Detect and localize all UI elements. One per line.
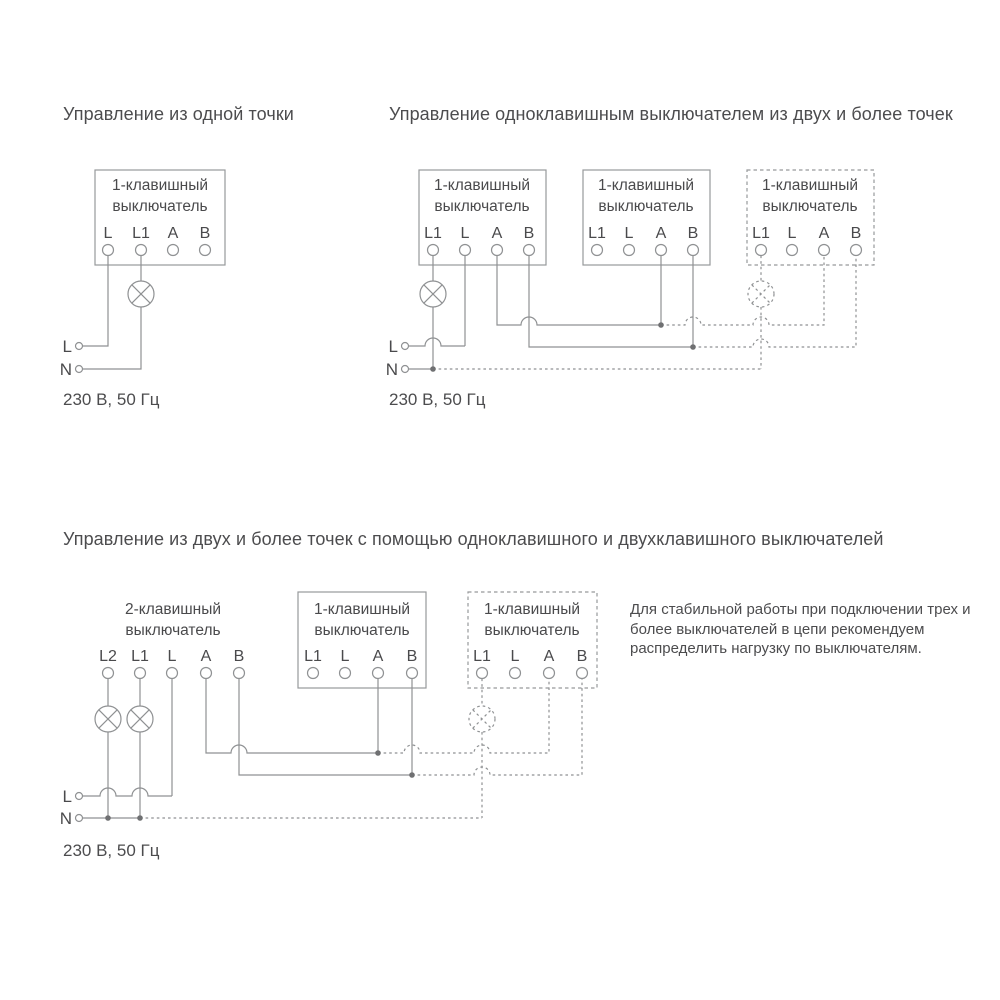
diagram3-voltage-label: 230 В, 50 Гц (63, 841, 160, 860)
swmid-terminal-circle-l (340, 668, 351, 679)
sw2key-terminal-circle-l1 (135, 668, 146, 679)
feed-label-l: L (62, 337, 72, 356)
terminal-label-l1: L1 (132, 225, 150, 242)
feed-terminal-n (76, 815, 83, 822)
swmid-terminal-circle-b (407, 668, 418, 679)
note-line-1: Для стабильной работы при подключении трех и (630, 601, 971, 618)
note-line-2: более выключателей в цепи рекомендуем (630, 620, 925, 638)
sw1-terminal-label-b: B (523, 225, 535, 242)
terminal-circle-l (103, 245, 114, 256)
switch-mid-label-line1: 1-клавишный (313, 601, 411, 618)
sw1-terminal-label-l: L (460, 225, 470, 242)
sw2-terminal-circle-l1 (592, 245, 603, 256)
sw2key-terminal-circle-l (167, 668, 178, 679)
sw2key-terminal-label-l: L (167, 648, 177, 665)
sw2-terminal-circle-l (624, 245, 635, 256)
diagram1 (60, 170, 225, 379)
sw2key-terminal-label-b: B (233, 648, 245, 665)
terminal-circle-a (168, 245, 179, 256)
sw1-terminal-label-a: A (491, 225, 503, 242)
lamp-icon (128, 281, 154, 307)
wire-b-link-sw1-sw2 (529, 256, 693, 348)
lamp-icon-dashed (469, 706, 495, 732)
switch1-label-line2: выключатель (434, 198, 530, 215)
lamp-icon (127, 706, 153, 732)
feed-label-n: N (59, 360, 72, 379)
wire-l1-lamp-neutral (83, 256, 142, 370)
sw2-terminal-label-b: B (687, 225, 699, 242)
wire-a-link-sw1-sw2 (497, 256, 661, 326)
feed-label-l: L (388, 337, 398, 356)
sw2key-terminal-circle-a (201, 668, 212, 679)
terminal-circle-b (200, 245, 211, 256)
swmid-terminal-label-b: B (406, 648, 418, 665)
switch3-label-line2: выключатель (762, 198, 858, 215)
diagram2-title: Управление одноклавишным выключателем из двух и более точек (389, 104, 953, 124)
sw1-terminal-circle-a (492, 245, 503, 256)
sw2-terminal-label-l1: L1 (588, 225, 606, 242)
feed-terminal-l (76, 343, 83, 350)
swmid-terminal-label-l1: L1 (304, 648, 322, 665)
feed-label-n: N (59, 809, 72, 828)
feed-terminal-n (402, 366, 409, 373)
switch2-label-line1: 1-клавишный (597, 177, 695, 194)
wire-l-feed-line (409, 338, 466, 346)
diagram1-title: Управление из одной точки (63, 104, 294, 124)
sw1-terminal-circle-l1 (428, 245, 439, 256)
junction-dot (105, 815, 111, 821)
swr-terminal-circle-a (544, 668, 555, 679)
wire-b-link-dashed (412, 679, 582, 776)
swmid-terminal-circle-l1 (308, 668, 319, 679)
diagram3 (60, 592, 597, 828)
sw3-terminal-label-l: L (787, 225, 797, 242)
switch-label-line2: выключатель (112, 198, 208, 215)
junction-dot (658, 322, 664, 328)
terminal-circle-l1 (136, 245, 147, 256)
wire-a-link-dashed (378, 679, 549, 754)
switch3-label-line1: 1-клавишный (761, 177, 859, 194)
lamp-icon (420, 281, 446, 307)
wire-l-feed-line (83, 788, 173, 796)
diagram1-voltage-label: 230 В, 50 Гц (63, 390, 160, 409)
swr-terminal-label-b: B (576, 648, 588, 665)
feed-label-l: L (62, 787, 72, 806)
wire-a-link-sw2-sw3-dashed (661, 256, 824, 326)
feed-label-n: N (385, 360, 398, 379)
terminal-label-l: L (103, 225, 113, 242)
junction-dot (430, 366, 436, 372)
sw3-terminal-circle-l1 (756, 245, 767, 256)
swmid-terminal-label-a: A (372, 648, 384, 665)
swmid-terminal-circle-a (373, 668, 384, 679)
switch2key-label-line1: 2-клавишный (124, 601, 222, 618)
diagram2-voltage-label: 230 В, 50 Гц (389, 390, 486, 409)
sw2-terminal-label-a: A (655, 225, 667, 242)
lamp-icon-dashed (748, 281, 774, 307)
terminal-label-b: B (199, 225, 211, 242)
junction-dot (375, 750, 381, 756)
swr-terminal-circle-l1 (477, 668, 488, 679)
switch-right-label-line2: выключатель (484, 622, 580, 639)
feed-terminal-n (76, 366, 83, 373)
swr-terminal-label-l1: L1 (473, 648, 491, 665)
switch1-label-line1: 1-клавишный (433, 177, 531, 194)
switch-mid-label-line2: выключатель (314, 622, 410, 639)
sw1-terminal-label-l1: L1 (424, 225, 442, 242)
sw1-terminal-circle-l (460, 245, 471, 256)
swmid-terminal-label-l: L (340, 648, 350, 665)
sw3-terminal-label-b: B (850, 225, 862, 242)
terminal-label-a: A (167, 225, 179, 242)
sw2key-terminal-label-l1: L1 (131, 648, 149, 665)
junction-dot (409, 772, 415, 778)
sw3-terminal-circle-l (787, 245, 798, 256)
diagram3-title: Управление из двух и более точек с помощью одноклавишного и двухклавишного выключателей (63, 529, 884, 549)
sw2-terminal-label-l: L (624, 225, 634, 242)
junction-dot (137, 815, 143, 821)
swr-terminal-label-l: L (510, 648, 520, 665)
wire-l-feed (83, 256, 109, 347)
switch-label-line1: 1-клавишный (111, 177, 209, 194)
switch2key-label-line2: выключатель (125, 622, 221, 639)
feed-terminal-l (402, 343, 409, 350)
swr-terminal-circle-l (510, 668, 521, 679)
sw3-terminal-label-a: A (818, 225, 830, 242)
note-line-3: распределить нагрузку по выключателям. (630, 640, 922, 657)
sw3-terminal-label-l1: L1 (752, 225, 770, 242)
sw2key-terminal-circle-b (234, 668, 245, 679)
sw2key-terminal-label-a: A (200, 648, 212, 665)
sw1-terminal-circle-b (524, 245, 535, 256)
switch2-label-line2: выключатель (598, 198, 694, 215)
sw2-terminal-circle-a (656, 245, 667, 256)
wire-b-link-sw2-sw3-dashed (693, 256, 856, 348)
wire-a-link-1 (206, 679, 378, 754)
swr-terminal-label-a: A (543, 648, 555, 665)
sw3-terminal-circle-a (819, 245, 830, 256)
junction-dot (690, 344, 696, 350)
swr-terminal-circle-b (577, 668, 588, 679)
sw2-terminal-circle-b (688, 245, 699, 256)
sw3-terminal-circle-b (851, 245, 862, 256)
diagram2 (386, 170, 874, 379)
wire-b-link-1 (239, 679, 412, 776)
sw2key-terminal-label-l2: L2 (99, 648, 117, 665)
switch-right-label-line1: 1-клавишный (483, 601, 581, 618)
sw2key-terminal-circle-l2 (103, 668, 114, 679)
lamp-icon (95, 706, 121, 732)
feed-terminal-l (76, 793, 83, 800)
